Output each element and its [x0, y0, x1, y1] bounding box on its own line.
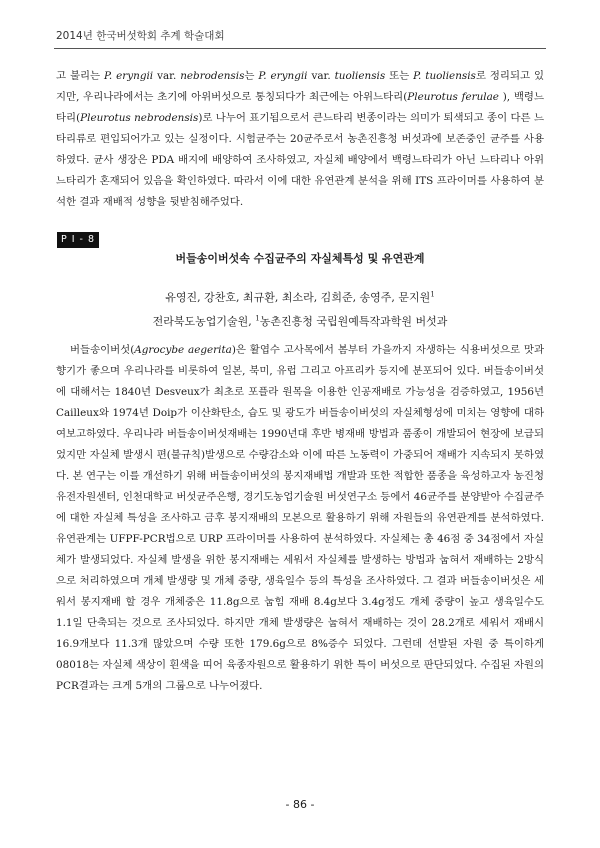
text-run: 로 정리되고 있지만, 우리나라에서는 초기에 아위버섯으로 통칭되다가 최근에는 아위느타리( — [56, 70, 544, 103]
text-run: 는 — [244, 70, 259, 82]
text-run: 고 불리는 — [56, 70, 105, 82]
italic-term: Pleurotus nebrodensis — [80, 112, 199, 124]
italic-term: P. tuoliensis — [413, 70, 476, 82]
affiliation-primary: 전라북도농업기술원, — [152, 315, 256, 328]
text-run: var. — [153, 70, 181, 82]
previous-abstract-paragraph — [56, 66, 544, 213]
italic-term: Pleurotus ferulae — [407, 91, 499, 103]
text-run: var. — [307, 70, 335, 82]
text-run: )로 나누어 표기됨으로서 큰느타리 변종이라는 의미가 퇴색되고 종이 다른 느타리류로 편입되어가고 있는 실정이다. 시험균주는 20균주로서 농촌진흥청 버섯과에 보존중인 균주를 사용하였다. 균사 생장은 PDA 배지에 배양하여 조사하였고, 자실체 배양에서 백령느타리가 아닌 느타리나 아위느타리가 혼재되어 있음을 확인하였다. 따라서 이에 대한 유연관계 분석을 위해 ITS 프라이머를 사용하여 분석한 결과 재배적 성향을 뒷받침해주었다. — [56, 112, 545, 208]
header-divider — [54, 48, 546, 49]
text-run: 또는 — [385, 70, 414, 82]
affiliation-superscript: 1 — [255, 314, 260, 323]
text-run: ), 백령느타리( — [56, 91, 544, 124]
author-names: 유영진, 강찬호, 최규환, 최소라, 김희준, 송영주, 문지원 — [165, 291, 431, 304]
italic-term: P. eryngii — [104, 70, 154, 82]
affiliation-line — [56, 313, 544, 329]
abstract-body — [56, 340, 544, 697]
affiliation-secondary: 농촌진흥청 국립원예특작과학원 버섯과 — [259, 315, 448, 328]
text-run: 버들송이버섯( — [70, 344, 135, 356]
italic-term: P. eryngii — [258, 70, 308, 82]
page-number: - 86 - — [285, 798, 315, 811]
italic-term: tuoliensis — [334, 70, 386, 82]
italic-term: nebrodensis — [180, 70, 245, 82]
text-run: )은 활엽수 고사목에서 봄부터 가을까지 자생하는 식용버섯으로 맛과 향기가 좋으며 우리나라를 비롯하여 일본, 북미, 유럽 그리고 아프리카 등지에 분포되어 있다. 버들송이버섯에 대해서는 1840년 Desveux가 최초로 포플라 원목을 이용한 인공재배로 가능성을 검증하였고, 1956년 Cailleux와 1974년 Doip가 이산화탄소, 습도 및 광도가 버들송이버섯의 자실체형성에 미치는 영향에 대하여보고하였다. 우리나라 버들송이버섯재배는 1990년대 후반 병재배 방법과 품종이 개발되어 현장에 보급되었지만 자실체 발생시 편(불규칙)발생으로 수량감소와 이에 따른 노동력이 가중되어 재배가 지속되지 못하였다. 본 연구는 이를 개선하기 위해 버들송이버섯의 봉지재배법 개발과 또한 적합한 품종을 육성하고자 농진청유전자원센터, 인천대학교 버섯균주은행, 경기도농업기술원 버섯연구소 등에서 46균주를 분양받아 수집균주에 대한 자실체 특성을 조사하고 금후 봉지재배의 모본으로 활용하기 위해 자원들의 유연관계를 분석하였다. 유연관계는 UFPF-PCR법으로 URP 프라이머를 사용하여 분석하였다. 자실체는 총 46점 중 34점에서 자실체가 발생되었다. 자실체 발생을 위한 봉지재배는 세워서 자실체를 발생하는 방법과 눕혀서 재배하는 2방식으로 처리하였으며 개체 발생량 및 개체 중량, 생육일수 등의 특성을 조사하였다. 그 결과 버들송이버섯은 세워서 봉지재배 할 경우 개체중은 11.8g으로 눕힘 재배 8.4g보다 3.4g정도 개체 중량이 높고 생육일수도 1.1일 단축되는 것으로 조사되었다. 하지만 개체 발생량은 눕혀서 재배하는 것이 28.2개로 세워서 재배시 16.9개보다 11.3개 많았으며 수량 또한 179.6g으로 8%증수 되었다. 그런데 선발된 자원 중 특이하게 08018는 자실체 색상이 흰색을 띠어 육종자원으로 활용하기 위한 특이 버섯으로 판단되었다. 수집된 자원의 PCR결과는 크게 5개의 그룹으로 나누어졌다. — [56, 344, 544, 692]
abstract-title: 버들송이버섯속 수집균주의 자실체특성 및 유연관계 — [175, 252, 425, 265]
author-superscript: 1 — [430, 290, 435, 299]
conference-header: 2014년 한국버섯학회 추계 학술대회 — [56, 30, 225, 42]
italic-term: Agrocybe aegerita — [134, 344, 232, 356]
abstract-code-badge: P I - 8 — [57, 232, 99, 248]
author-list — [56, 289, 544, 305]
